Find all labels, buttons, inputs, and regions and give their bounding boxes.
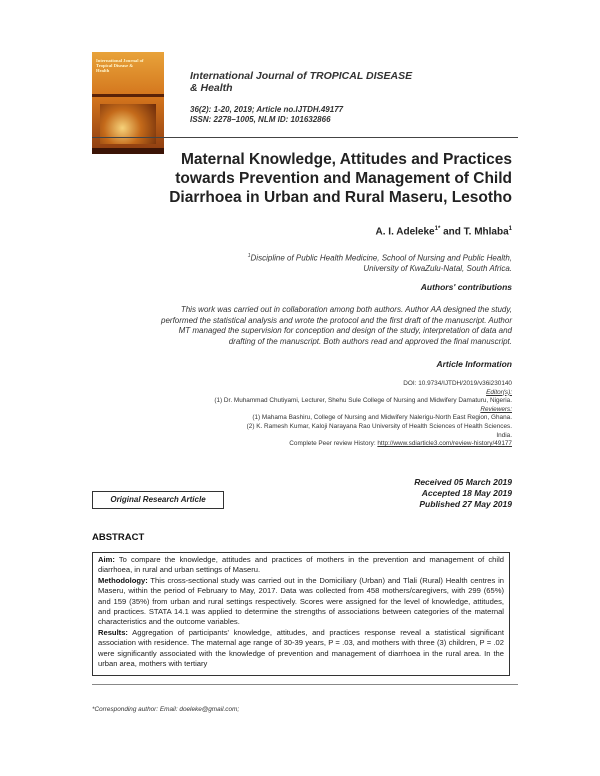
affil-line1: Discipline of Public Health Medicine, School of Nursing and Public Health,: [250, 253, 512, 263]
journal-name-line2: & Health: [190, 82, 233, 94]
title-line: Maternal Knowledge, Attitudes and Practices: [180, 151, 512, 168]
title-line: towards Prevention and Management of Child: [175, 170, 512, 187]
methodology-label: Methodology:: [98, 575, 148, 585]
article-info: [112, 380, 512, 449]
contributions-text: [110, 305, 512, 347]
article-info-heading: Article Information: [436, 359, 512, 369]
accepted-date: Accepted 18 May 2019: [421, 488, 512, 498]
editor-entry: (1) Dr. Muhammad Chutiyami, Lecturer, Shehu Sule College of Nursing and Midwifery Damaturu, Nigeria.: [214, 397, 512, 405]
article-title: [130, 150, 512, 207]
author-affil-mark: 1: [508, 226, 512, 232]
abstract-results: [98, 628, 504, 670]
received-date: Received 05 March 2019: [414, 477, 512, 487]
peer-review-link[interactable]: http://www.sdiarticle3.com/review-history/49177: [377, 440, 512, 448]
doi: DOI: 10.9734/IJTDH/2019/v36i230140: [403, 380, 512, 387]
journal-citation: [190, 105, 343, 125]
published-date: Published 27 May 2019: [419, 499, 512, 509]
journal-name-line1: International Journal of TROPICAL DISEASE: [190, 70, 413, 82]
author-name: T. Mhlaba: [463, 226, 509, 238]
cover-title: [96, 58, 160, 74]
abstract-aim: [98, 555, 504, 576]
peer-review-label: Complete Peer review History:: [289, 440, 378, 448]
abstract-box: [92, 552, 510, 676]
cover-title-line: Health: [96, 68, 110, 74]
issn-line: ISSN: 2278–1005, NLM ID: 101632866: [190, 115, 331, 124]
methodology-text: This cross-sectional study was carried out in the Domiciliary (Urban) and Tlali (Rural) Health centres in Maseru, within the period of February to May, 2017. Data was collected from 458 mothers/caregivers, with 299 (65%) and 159 (35%) from urban and rural settings respectively. Scores were assigned for the level of knowledge, attitudes, and practices. STATA 14.1 was applied to determine the strengths of associations between categories of the maternal characteristics and the outcome variables.: [98, 575, 504, 627]
reviewer-entry: (1) Mahama Bashiru, College of Nursing and Midwifery Nalerigu-North East Region, Ghana.: [252, 414, 512, 422]
journal-name: [190, 70, 510, 94]
contrib-line: MT managed the supervision for conception and design of the study, interpretation of data and: [178, 326, 512, 335]
corresponding-author-footnote: *Corresponding author: Email: doeleke@gmail.com;: [92, 706, 240, 713]
affil-mark: 1: [247, 253, 251, 259]
cover-band: [92, 94, 164, 97]
editors-label: Editor(s):: [486, 388, 512, 396]
author-affil-mark: 1*: [434, 226, 441, 232]
reviewer-country: India.: [496, 431, 512, 439]
aim-text: To compare the knowledge, attitudes and practices of mothers in the prevention and management of child diarrhoea, in rural and urban settings of Maseru.: [98, 555, 504, 575]
cover-title-line: International Journal of: [96, 58, 144, 63]
contrib-line: performed the statistical analysis and wrote the protocol and the first draft of the manuscript. Author: [161, 315, 512, 325]
cover-title-line: Tropical Disease &: [96, 63, 134, 69]
contributions-heading: Authors' contributions: [420, 282, 512, 292]
journal-cover: [92, 52, 164, 154]
author-separator: and: [440, 226, 464, 238]
results-text: Aggregation of participants' knowledge, attitudes, and practices response reveal a statistical significant association with residence. The maternal age range of 30-39 years, P = .03, and mothers with three (3) children, P = .02 were significantly associated with the knowledge of prevention and management of diarrhoea in the rural area. In the urban area, mothers with tertiary: [98, 627, 504, 669]
abstract-heading: ABSTRACT: [92, 532, 145, 543]
author-name: A. I. Adeleke: [375, 226, 435, 238]
reviewer-entry: (2) K. Ramesh Kumar, Kaloji Narayana Rao University of Health Sciences of Health Sciences.: [246, 422, 512, 430]
title-line: Diarrhoea in Urban and Rural Maseru, Lesotho: [169, 189, 512, 206]
reviewers-label: Reviewers:: [480, 405, 512, 413]
publication-dates: [414, 477, 512, 510]
citation-line: 36(2): 1-20, 2019; Article no.IJTDH.49177: [190, 105, 344, 114]
header-divider: [92, 137, 518, 138]
cover-image: [100, 104, 156, 144]
author-list: [376, 226, 512, 237]
results-label: Results:: [98, 627, 128, 637]
aim-label: Aim:: [98, 555, 115, 564]
article-type-badge: Original Research Article: [92, 491, 224, 509]
affiliation: [152, 251, 512, 274]
abstract-methodology: [98, 576, 504, 628]
contrib-line: drafting of the manuscript. Both authors read and approved the final manuscript.: [228, 336, 512, 346]
footnote-divider: [92, 684, 518, 685]
affil-line2: University of KwaZulu-Natal, South Africa.: [363, 263, 512, 273]
contrib-line: This work was carried out in collaboration among both authors. Author AA designed the study,: [180, 305, 512, 314]
